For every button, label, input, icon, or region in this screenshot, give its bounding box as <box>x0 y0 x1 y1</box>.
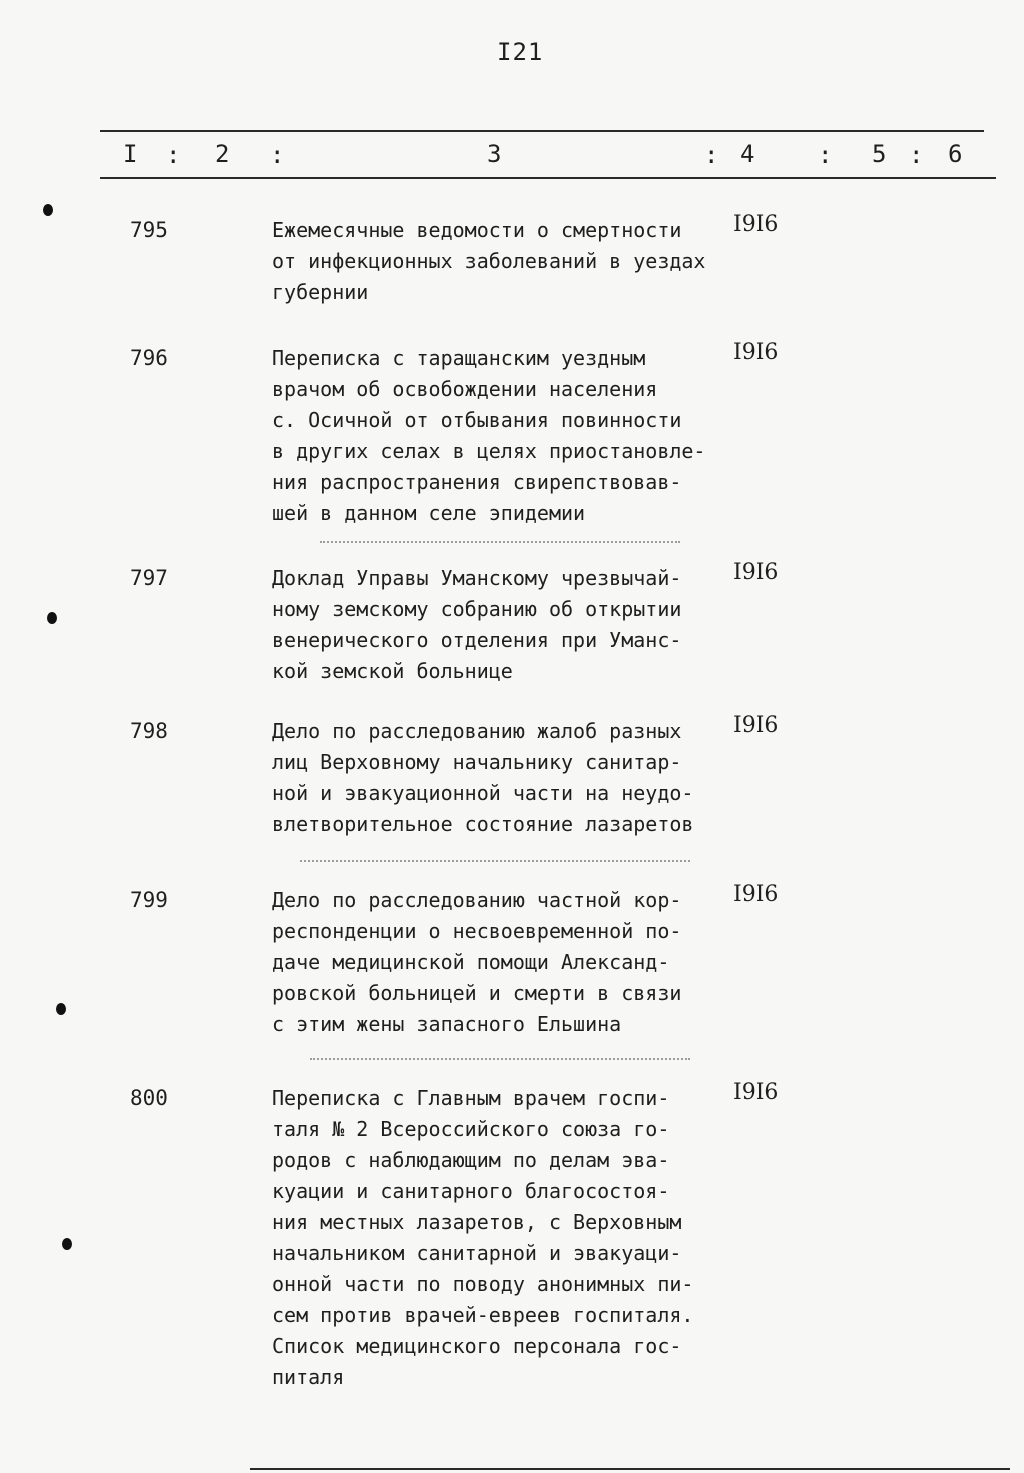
record-title-line: онной части по поводу анонимных пи- <box>272 1272 694 1296</box>
record-title <box>272 215 742 308</box>
record-title-line: губернии <box>272 280 369 304</box>
record-title <box>272 885 742 1040</box>
header-separator: : <box>704 141 719 169</box>
punch-hole <box>56 1003 66 1015</box>
record-divider <box>320 541 680 545</box>
record-divider <box>300 860 690 864</box>
record-number: 796 <box>130 346 168 370</box>
record-title-line: Дело по расследованию частной кор- <box>272 888 682 912</box>
record-title-line: с. Осичной от отбывания повинности <box>272 408 682 432</box>
record-title-line: ной и эвакуационной части на неудо- <box>272 781 694 805</box>
record-year: I9I6 <box>733 1080 779 1105</box>
punch-hole <box>43 204 53 216</box>
punch-hole <box>62 1238 72 1250</box>
record-year: I9I6 <box>733 713 779 738</box>
record-title-line: Ежемесячные ведомости о смертности <box>272 218 682 242</box>
table-header-top-rule <box>100 130 984 132</box>
header-separator: : <box>818 141 833 169</box>
page-number: I21 <box>497 38 544 66</box>
record-year: I9I6 <box>733 560 779 585</box>
header-col-1: I <box>123 140 138 168</box>
record-title-line: кой земской больнице <box>272 659 513 683</box>
punch-hole <box>47 612 57 624</box>
record-title-line: лиц Верховному начальнику санитар- <box>272 750 682 774</box>
record-divider <box>310 1058 690 1062</box>
record-title-line: ния распространения свирепствовав- <box>272 470 682 494</box>
record-title-line: начальником санитарной и эвакуаци- <box>272 1241 682 1265</box>
record-year: I9I6 <box>733 340 779 365</box>
record-title-line: даче медицинской помощи Александ- <box>272 950 670 974</box>
record-title-line: Список медицинского персонала гос- <box>272 1334 682 1358</box>
record-title-line: Доклад Управы Уманскому чрезвычай- <box>272 566 682 590</box>
record-title-line: шей в данном селе эпидемии <box>272 501 586 525</box>
record-title-line: Переписка с таращанским уездным <box>272 346 646 370</box>
record-title-line: ния местных лазаретов, с Верховным <box>272 1210 682 1234</box>
record-title-line: питаля <box>272 1365 345 1389</box>
record-number: 799 <box>130 888 168 912</box>
header-col-2: 2 <box>215 140 230 168</box>
record-number: 800 <box>130 1086 168 1110</box>
record-title <box>272 343 742 529</box>
record-title-line: венерического отделения при Уманс- <box>272 628 682 652</box>
record-year: I9I6 <box>733 882 779 907</box>
header-separator: : <box>909 141 924 169</box>
record-title-line: с этим жены запасного Ельшина <box>272 1012 622 1036</box>
record-title-line: от инфекционных заболеваний в уездах <box>272 249 706 273</box>
header-separator: : <box>166 141 181 169</box>
record-title-line: Дело по расследованию жалоб разных <box>272 719 682 743</box>
header-col-6: 6 <box>948 140 963 168</box>
header-col-5: 5 <box>872 140 887 168</box>
header-separator: : <box>270 141 285 169</box>
record-title-line: куации и санитарного благосостоя- <box>272 1179 670 1203</box>
record-number: 797 <box>130 566 168 590</box>
header-col-3: 3 <box>487 140 502 168</box>
record-title-line: влетворительное состояние лазаретов <box>272 812 694 836</box>
record-number: 795 <box>130 218 168 242</box>
page-bottom-rule <box>250 1468 1010 1470</box>
record-title-line: Переписка с Главным врачем госпи- <box>272 1086 670 1110</box>
record-year: I9I6 <box>733 212 779 237</box>
record-title-line: ровской больницей и смерти в связи <box>272 981 682 1005</box>
record-number: 798 <box>130 719 168 743</box>
record-title-line: родов с наблюдающим по делам эва- <box>272 1148 670 1172</box>
table-header-bottom-rule <box>100 177 996 179</box>
record-title-line: таля № 2 Всероссийского союза го- <box>272 1117 670 1141</box>
record-title-line: сем против врачей-евреев госпиталя. <box>272 1303 694 1327</box>
record-title <box>272 716 742 840</box>
record-title-line: врачом об освобождении населения <box>272 377 658 401</box>
record-title <box>272 1083 742 1393</box>
header-col-4: 4 <box>740 140 755 168</box>
record-title-line: ному земскому собранию об открытии <box>272 597 682 621</box>
record-title <box>272 563 742 687</box>
record-title-line: респонденции о несвоевременной по- <box>272 919 682 943</box>
record-title-line: в других селах в целях приостановле- <box>272 439 706 463</box>
